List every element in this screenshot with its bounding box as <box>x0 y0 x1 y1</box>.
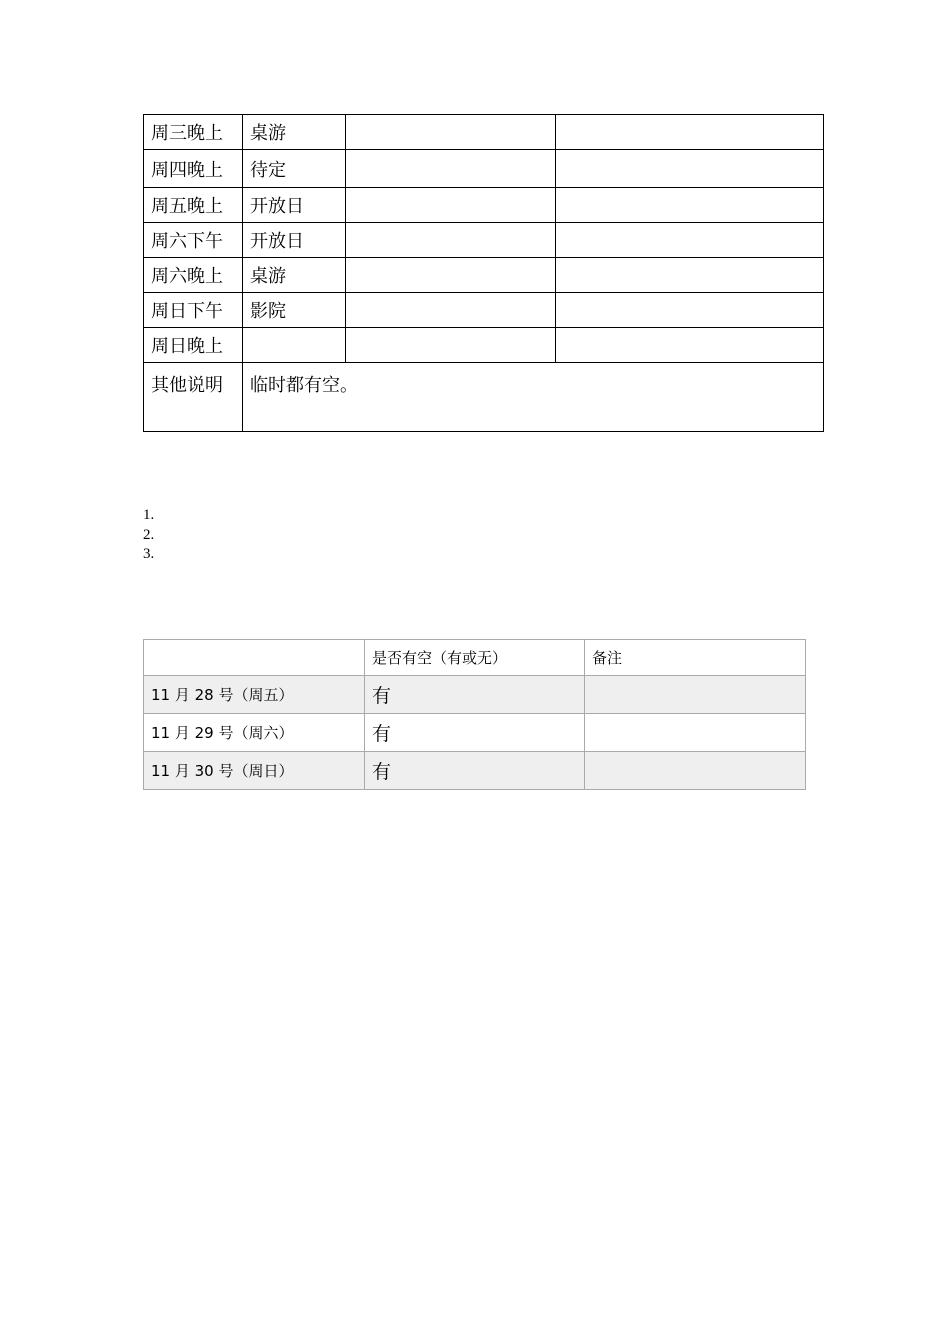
notes-label: 其他说明 <box>144 363 243 432</box>
available-cell: 有 <box>365 676 585 714</box>
empty-cell <box>556 258 824 293</box>
activity-cell: 影院 <box>243 293 346 328</box>
empty-cell <box>556 150 824 188</box>
available-cell: 有 <box>365 714 585 752</box>
empty-cell <box>346 188 556 223</box>
time-cell: 周三晚上 <box>144 115 243 150</box>
time-cell: 周四晚上 <box>144 150 243 188</box>
time-cell: 周六下午 <box>144 223 243 258</box>
activity-cell: 开放日 <box>243 188 346 223</box>
availability-table <box>143 639 806 790</box>
empty-cell <box>556 188 824 223</box>
availability-row <box>144 714 806 752</box>
activity-cell: 待定 <box>243 150 346 188</box>
date-cell: 11 月 28 号（周五） <box>144 676 365 714</box>
empty-cell <box>346 258 556 293</box>
activity-cell <box>243 328 346 363</box>
activity-cell: 桌游 <box>243 115 346 150</box>
list-item: 1. <box>143 507 155 523</box>
list-item: 2. <box>143 526 155 543</box>
header-cell-available: 是否有空（有或无） <box>365 640 585 676</box>
remark-cell <box>585 676 806 714</box>
list-item: 3. <box>143 546 155 562</box>
empty-cell <box>556 223 824 258</box>
availability-header-row <box>144 640 806 676</box>
schedule-row <box>144 258 824 293</box>
schedule-table <box>143 114 824 432</box>
schedule-row <box>144 293 824 328</box>
time-cell: 周五晚上 <box>144 188 243 223</box>
activity-cell: 桌游 <box>243 258 346 293</box>
notes-value: 临时都有空。 <box>243 363 824 432</box>
empty-cell <box>346 223 556 258</box>
empty-cell <box>346 293 556 328</box>
header-cell-date <box>144 640 365 676</box>
notes-row <box>144 363 824 432</box>
schedule-row <box>144 223 824 258</box>
activity-cell: 开放日 <box>243 223 346 258</box>
empty-cell <box>556 115 824 150</box>
available-cell: 有 <box>365 752 585 790</box>
empty-cell <box>346 115 556 150</box>
schedule-row <box>144 115 824 150</box>
schedule-row <box>144 328 824 363</box>
remark-cell <box>585 714 806 752</box>
availability-row <box>144 676 806 714</box>
schedule-row <box>144 150 824 188</box>
time-cell: 周日晚上 <box>144 328 243 363</box>
empty-cell <box>346 150 556 188</box>
date-cell: 11 月 29 号（周六） <box>144 714 365 752</box>
schedule-row <box>144 188 824 223</box>
remark-cell <box>585 752 806 790</box>
numbered-list <box>143 506 154 565</box>
time-cell: 周日下午 <box>144 293 243 328</box>
empty-cell <box>346 328 556 363</box>
availability-row <box>144 752 806 790</box>
header-cell-remark: 备注 <box>585 640 806 676</box>
time-cell: 周六晚上 <box>144 258 243 293</box>
date-cell: 11 月 30 号（周日） <box>144 752 365 790</box>
empty-cell <box>556 293 824 328</box>
empty-cell <box>556 328 824 363</box>
